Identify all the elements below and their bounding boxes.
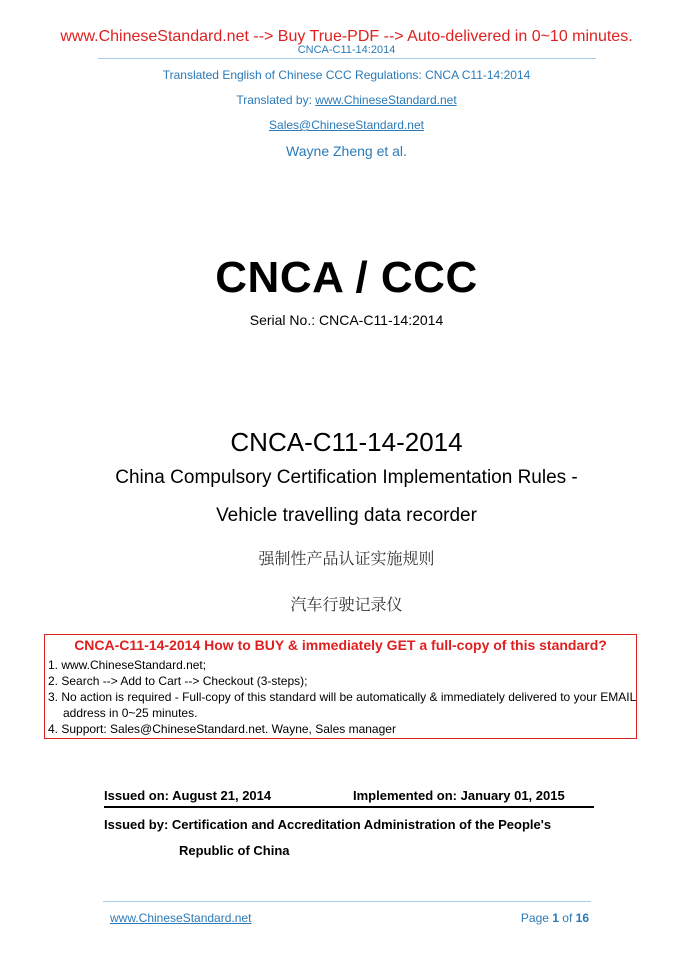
standard-title-line1: China Compulsory Certification Implementation Rules - bbox=[115, 467, 578, 488]
buy-step: 1. www.ChineseStandard.net; bbox=[48, 658, 207, 672]
translated-by bbox=[0, 93, 693, 107]
sales-email-wrap bbox=[0, 118, 693, 132]
buy-step: 4. Support: Sales@ChineseStandard.net. Wayne, Sales manager bbox=[48, 722, 396, 736]
issue-divider bbox=[104, 806, 594, 808]
buy-banner-link[interactable]: www.ChineseStandard.net --> Buy True-PDF --> Auto-delivered in 0~10 minutes. bbox=[60, 28, 633, 45]
page-total: 16 bbox=[575, 911, 589, 925]
header-divider bbox=[98, 58, 596, 59]
main-title: CNCA / CCC bbox=[215, 253, 478, 302]
serial-number: Serial No.: CNCA-C11-14:2014 bbox=[249, 312, 444, 328]
chinese-title-line1: 强制性产品认证实施规则 bbox=[258, 549, 435, 568]
buy-step: 3. No action is required - Full-copy of this standard will be automatically & immediately delivered to your EMAIL address in 0~25 minutes. bbox=[48, 690, 636, 720]
translated-english-label: Translated English of Chinese CCC Regulations: CNCA C11-14:2014 bbox=[162, 68, 531, 82]
page-label: Page bbox=[520, 911, 553, 925]
page-current: 1 bbox=[552, 911, 559, 925]
page-indicator bbox=[521, 911, 589, 925]
issued-by-line2: Republic of China bbox=[179, 843, 290, 858]
standard-title-line2: Vehicle travelling data recorder bbox=[216, 505, 477, 526]
buy-step: 2. Search --> Add to Cart --> Checkout (3-steps); bbox=[48, 674, 308, 688]
issued-by-line1: Issued by: Certification and Accreditation Administration of the People's bbox=[104, 817, 552, 832]
translated-by-label: Translated by: bbox=[236, 93, 316, 107]
buy-steps-list bbox=[48, 657, 643, 737]
footer-divider bbox=[103, 901, 591, 902]
author: Wayne Zheng et al. bbox=[286, 143, 407, 159]
standard-code: CNCA-C11-14-2014 bbox=[230, 427, 463, 457]
issue-dates-row bbox=[104, 788, 594, 803]
sales-email-link[interactable]: Sales@ChineseStandard.net bbox=[269, 118, 424, 132]
buy-box-title: CNCA-C11-14-2014 How to BUY & immediately GET a full-copy of this standard? bbox=[74, 637, 607, 653]
implemented-on: Implemented on: January 01, 2015 bbox=[353, 788, 565, 803]
chinese-title-line2: 汽车行驶记录仪 bbox=[290, 595, 403, 614]
issued-on: Issued on: August 21, 2014 bbox=[104, 788, 272, 803]
page-of: of bbox=[558, 911, 576, 925]
header-doc-id: CNCA-C11-14:2014 bbox=[297, 44, 396, 56]
translated-by-link[interactable]: www.ChineseStandard.net bbox=[315, 93, 457, 107]
footer-website-link[interactable]: www.ChineseStandard.net bbox=[110, 911, 252, 925]
buy-instructions-box bbox=[44, 634, 637, 739]
